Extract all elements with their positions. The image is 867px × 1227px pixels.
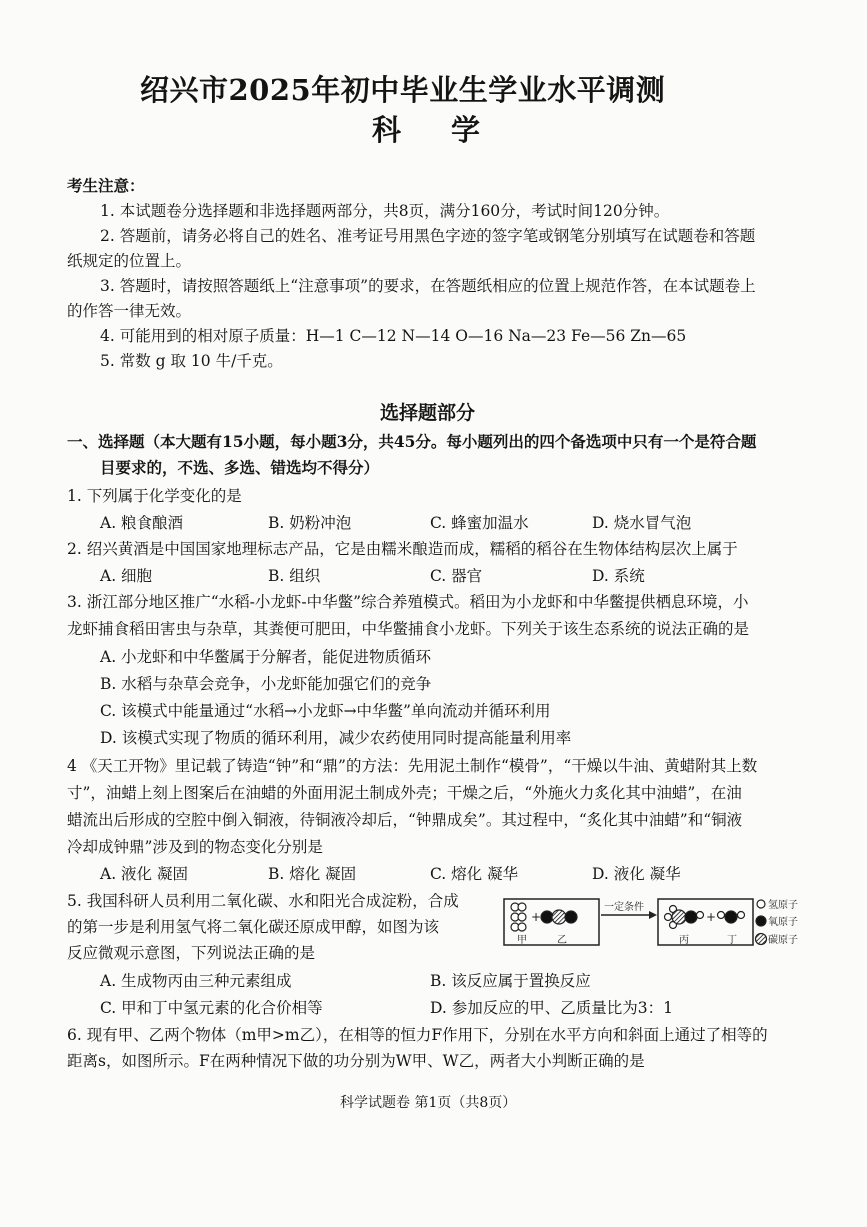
q1-option-b: B. 奶粉冲泡 <box>268 514 352 532</box>
q3-option-d: D. 该模式实现了物质的循环利用，减少农药使用同时提高能量利用率 <box>100 729 572 747</box>
q2-option-c: C. 器官 <box>430 567 483 585</box>
label-jia: 甲 <box>517 935 527 946</box>
notice-item-3-cont: 的作答一律无效。 <box>67 302 192 320</box>
water-molecule <box>718 911 745 923</box>
notice-item-3: 3. 答题时，请按照答题纸上“注意事项”的要求，在答题纸相应的位置上规范作答，在本试题卷上 <box>100 277 756 295</box>
exam-title: 绍兴市2025年初中毕业生学业水平调测 <box>140 73 666 107</box>
notice-item-5: 5. 常数 g 取 10 牛/千克。 <box>100 352 283 370</box>
reaction-condition: 一定条件 <box>604 902 644 913</box>
q4-option-c: C. 熔化 凝华 <box>430 865 519 883</box>
notice-item-2-cont: 纸规定的位置上。 <box>67 252 192 270</box>
q3-option-c: C. 该模式中能量通过“水稻→小龙虾→中华鳖”单向流动并循环利用 <box>100 702 551 720</box>
svg-text:+: + <box>531 910 542 924</box>
subject-title: 科学 <box>372 113 531 147</box>
legend-hydrogen: 氢原子 <box>768 900 798 911</box>
page-footer: 科学试题卷 第1页（共8页） <box>340 1095 517 1111</box>
notice-item-1: 1. 本试题卷分选择题和非选择题两部分，共8页，满分160分，考试时间120分钟。 <box>100 202 670 220</box>
label-bing: 丙 <box>679 935 689 946</box>
section-title: 选择题部分 <box>380 402 476 424</box>
legend-oxygen-icon <box>756 916 766 926</box>
section-instructions-2: 目要求的，不选、多选、错选均不得分） <box>100 458 380 477</box>
q6-stem-1: 6. 现有甲、乙两个物体（m甲>m乙），在相等的恒力F作用下，分别在水平方向和斜面上通过了相等的 <box>67 1026 768 1044</box>
q1-option-a: A. 粮食酿酒 <box>100 514 184 532</box>
q4-stem-1: 4 《天工开物》里记载了铸造“钟”和“鼎”的方法：先用泥土制作“模骨”，“干燥以牛油、黄蜡附其上数 <box>67 757 758 775</box>
q4-option-a: A. 液化 凝固 <box>100 865 188 883</box>
q2-stem: 2. 绍兴黄酒是中国国家地理标志产品，它是由糯米酿造而成，糯稻的稻谷在生物体结构层次上属于 <box>67 540 738 558</box>
q5-stem-1: 5. 我国科研人员利用二氧化碳、水和阳光合成淀粉，合成 <box>67 892 459 910</box>
q3-stem-2: 龙虾捕食稻田害虫与杂草，其粪便可肥田，中华鳖捕食小龙虾。下列关于该生态系统的说法正确的是 <box>67 620 750 638</box>
q4-stem-2: 寸”，油蜡上刻上图案后在油蜡的外面用泥土制成外壳；干燥之后，“外施火力炙化其中油蜡”，在油 <box>67 784 742 802</box>
q2-option-b: B. 组织 <box>268 567 321 585</box>
q6-stem-2: 距离s，如图所示。F在两种情况下做的功分别为W甲、W乙，两者大小判断正确的是 <box>67 1052 645 1070</box>
q5-stem-2: 的第一步是利用氢气将二氧化碳还原成甲醇，如图为该 <box>67 918 440 936</box>
q4-option-b: B. 熔化 凝固 <box>268 865 357 883</box>
q2-option-a: A. 细胞 <box>100 567 153 585</box>
svg-text:+: + <box>706 910 717 924</box>
q5-option-d: D. 参加反应的甲、乙质量比为3：1 <box>430 999 673 1017</box>
legend-carbon-icon <box>756 934 767 945</box>
q4-stem-3: 蜡流出后形成的空腔中倒入铜液，待铜液冷却后，“钟鼎成矣”。其过程中，“炙化其中油蜡”和“铜液 <box>67 811 743 829</box>
notice-item-4: 4. 可能用到的相对原子质量：H—1 C—12 N—14 O—16 Na—23 Fe—56 Zn—65 <box>100 327 687 345</box>
q3-option-a: A. 小龙虾和中华鳖属于分解者，能促进物质循环 <box>100 648 432 666</box>
notice-item-2: 2. 答题前，请务必将自己的姓名、准考证号用黑色字迹的签字笔或钢笔分别填写在试题卷和答题 <box>100 227 756 245</box>
q1-stem: 1. 下列属于化学变化的是 <box>67 487 242 505</box>
q1-option-d: D. 烧水冒气泡 <box>592 514 692 532</box>
q5-option-a: A. 生成物丙由三种元素组成 <box>100 972 292 990</box>
legend-oxygen: 氧原子 <box>768 917 798 928</box>
q3-option-b: B. 水稻与杂草会竞争，小龙虾能加强它们的竞争 <box>100 675 432 693</box>
q2-option-d: D. 系统 <box>592 567 645 585</box>
notice-heading: 考生注意： <box>67 176 145 195</box>
legend-carbon: 碳原子 <box>768 935 798 946</box>
q5-option-b: B. 该反应属于置换反应 <box>430 972 591 990</box>
label-yi: 乙 <box>557 935 567 946</box>
q3-stem-1: 3. 浙江部分地区推广“水稻-小龙虾-中华鳖”综合养殖模式。稻田为小龙虾和中华鳖提供栖息环境，小 <box>67 593 749 611</box>
methanol-molecule <box>665 906 704 929</box>
section-instructions-1: 一、选择题（本大题有15小题，每小题3分，共45分。每小题列出的四个备选项中只有一个是符合题 <box>67 432 757 451</box>
co2-molecule <box>541 910 577 924</box>
reaction-diagram <box>503 893 813 951</box>
q5-option-c: C. 甲和丁中氢元素的化合价相等 <box>100 999 323 1017</box>
legend-hydrogen-icon <box>757 900 765 908</box>
q4-stem-4: 冷却成钟鼎”涉及到的物态变化分别是 <box>67 838 323 856</box>
q4-option-d: D. 液化 凝华 <box>592 865 681 883</box>
h2-molecules <box>511 903 526 931</box>
q1-option-c: C. 蜂蜜加温水 <box>430 514 529 532</box>
q5-stem-3: 反应微观示意图，下列说法正确的是 <box>67 944 316 962</box>
label-ding: 丁 <box>727 935 737 946</box>
